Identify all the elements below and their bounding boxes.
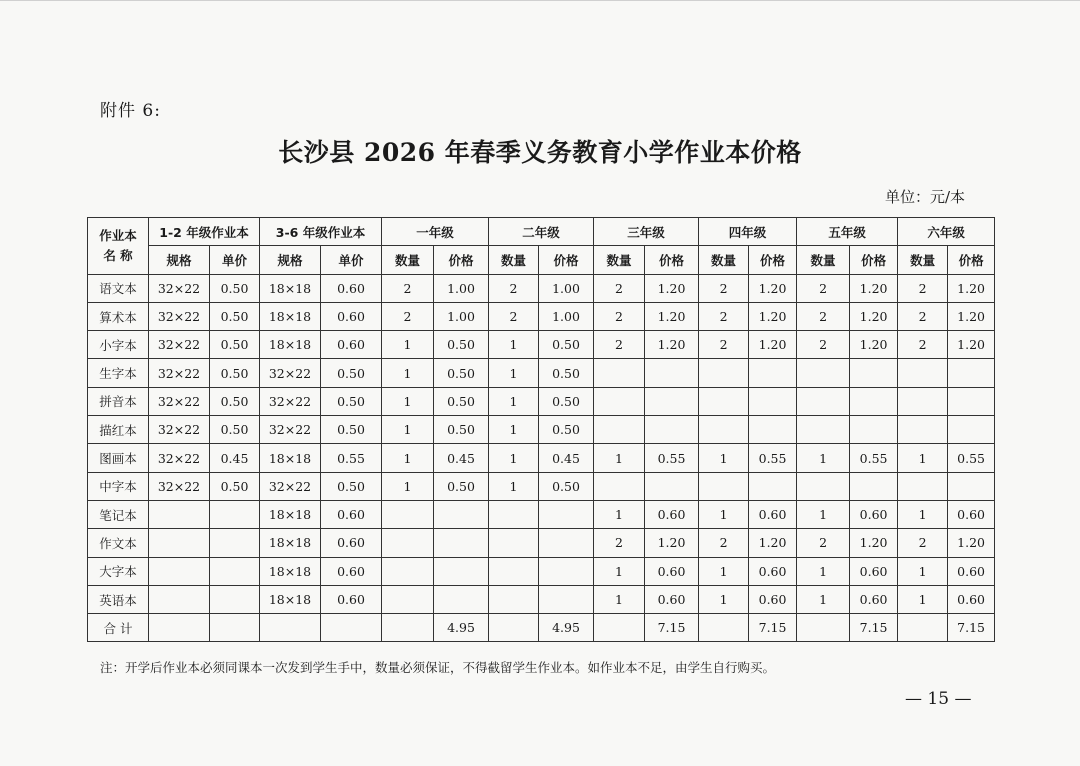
table-cell: 1 [382, 359, 434, 387]
table-cell [594, 614, 645, 642]
row-name-cell: 大字本 [88, 557, 149, 585]
table-cell [850, 416, 898, 444]
table-cell: 7.15 [645, 614, 699, 642]
table-cell [594, 387, 645, 415]
table-cell [797, 359, 850, 387]
table-cell: 4.95 [539, 614, 594, 642]
group-header: 一年级 [382, 218, 489, 246]
table-cell: 0.50 [321, 472, 382, 500]
table-cell [149, 500, 210, 528]
table-cell: 0.50 [434, 359, 489, 387]
table-cell: 0.60 [645, 500, 699, 528]
table-cell: 2 [489, 302, 539, 330]
footnote: 注：开学后作业本必须同课本一次发到学生手中，数量必须保证，不得截留学生作业本。如作业本不足，由学生自行购买。 [100, 660, 776, 675]
table-cell [210, 585, 260, 613]
table-cell: 32×22 [149, 444, 210, 472]
table-cell [699, 387, 749, 415]
table-cell: 1.20 [850, 331, 898, 359]
table-cell [489, 500, 539, 528]
table-cell: 1.20 [749, 529, 797, 557]
table-cell: 0.50 [210, 359, 260, 387]
table-cell: 1.00 [434, 274, 489, 302]
table-cell [645, 472, 699, 500]
table-cell: 1 [898, 585, 948, 613]
table-cell: 32×22 [149, 331, 210, 359]
table-cell: 1 [594, 500, 645, 528]
table-cell [898, 387, 948, 415]
row-name-cell: 作文本 [88, 529, 149, 557]
table-cell: 1.00 [434, 302, 489, 330]
table-cell: 0.50 [434, 472, 489, 500]
table-cell: 0.60 [850, 585, 898, 613]
table-cell: 0.55 [850, 444, 898, 472]
table-cell [210, 557, 260, 585]
table-cell: 1.20 [948, 302, 995, 330]
sub-header: 规格 [260, 246, 321, 274]
sub-header: 单价 [321, 246, 382, 274]
sub-header: 规格 [149, 246, 210, 274]
table-cell [149, 614, 210, 642]
table-cell: 2 [594, 331, 645, 359]
table-cell [948, 472, 995, 500]
sub-header: 数量 [594, 246, 645, 274]
sub-header: 价格 [850, 246, 898, 274]
table-cell: 2 [594, 529, 645, 557]
table-body [88, 274, 995, 642]
table-cell [850, 472, 898, 500]
group-header: 四年级 [699, 218, 797, 246]
table-cell: 32×22 [149, 302, 210, 330]
table-cell: 1 [489, 444, 539, 472]
table-cell [210, 500, 260, 528]
table-cell: 0.60 [850, 500, 898, 528]
table-cell: 2 [699, 302, 749, 330]
table-cell: 32×22 [260, 416, 321, 444]
table-cell: 0.55 [948, 444, 995, 472]
table-cell: 1 [382, 331, 434, 359]
table-cell [149, 557, 210, 585]
table-cell [699, 472, 749, 500]
table-cell: 1 [594, 557, 645, 585]
table-cell [210, 614, 260, 642]
table-cell [645, 387, 699, 415]
table-cell: 2 [797, 331, 850, 359]
row-name-cell: 合 计 [88, 614, 149, 642]
group-header: 1-2 年级作业本 [149, 218, 260, 246]
unit-label: 单位：元/本 [885, 188, 966, 206]
table-cell: 32×22 [149, 274, 210, 302]
table-cell [260, 614, 321, 642]
sub-header: 数量 [797, 246, 850, 274]
sub-header: 数量 [898, 246, 948, 274]
table-cell: 1 [898, 500, 948, 528]
table-cell [699, 359, 749, 387]
row-name-cell: 描红本 [88, 416, 149, 444]
table-cell: 1.20 [749, 302, 797, 330]
header-row-sub [88, 246, 995, 274]
table-cell: 2 [594, 274, 645, 302]
table-cell: 18×18 [260, 557, 321, 585]
table-row [88, 614, 995, 642]
table-cell: 1 [797, 444, 850, 472]
sub-header: 价格 [434, 246, 489, 274]
table-cell: 1.20 [645, 331, 699, 359]
table-cell [645, 416, 699, 444]
table-cell [539, 557, 594, 585]
table-cell: 1 [898, 557, 948, 585]
price-table [87, 217, 995, 642]
table-cell: 1 [699, 444, 749, 472]
table-cell [434, 500, 489, 528]
table-cell: 7.15 [850, 614, 898, 642]
table-cell: 32×22 [149, 359, 210, 387]
sub-header: 价格 [749, 246, 797, 274]
attachment-label: 附件 6: [100, 101, 161, 121]
table-cell: 0.50 [210, 472, 260, 500]
table-cell: 0.55 [749, 444, 797, 472]
table-cell [898, 416, 948, 444]
table-cell: 1 [699, 500, 749, 528]
table-cell: 0.60 [645, 557, 699, 585]
table-cell: 0.60 [321, 500, 382, 528]
table-cell: 0.50 [321, 416, 382, 444]
table-cell: 1.20 [749, 331, 797, 359]
table-cell: 1.20 [948, 274, 995, 302]
table-cell: 1.20 [645, 529, 699, 557]
table-cell: 0.60 [321, 557, 382, 585]
sub-header: 数量 [489, 246, 539, 274]
table-row [88, 302, 995, 330]
row-name-cell: 小字本 [88, 331, 149, 359]
table-cell: 18×18 [260, 444, 321, 472]
table-cell: 0.50 [434, 387, 489, 415]
sub-header: 价格 [645, 246, 699, 274]
table-row [88, 585, 995, 613]
row-name-cell: 中字本 [88, 472, 149, 500]
table-cell: 1.00 [539, 302, 594, 330]
page-number: — 15 — [905, 689, 972, 709]
table-cell: 1 [382, 387, 434, 415]
table-cell: 0.60 [321, 529, 382, 557]
table-cell [594, 472, 645, 500]
table-row [88, 529, 995, 557]
table-cell: 18×18 [260, 585, 321, 613]
table-cell [382, 557, 434, 585]
table-cell: 32×22 [260, 359, 321, 387]
table-cell: 32×22 [149, 472, 210, 500]
name-column-header [88, 218, 149, 275]
table-cell [898, 359, 948, 387]
table-row [88, 472, 995, 500]
name-header-line2: 名 称 [103, 247, 133, 263]
table-cell: 18×18 [260, 274, 321, 302]
table-cell [594, 359, 645, 387]
table-cell: 0.45 [210, 444, 260, 472]
table-cell: 0.50 [210, 387, 260, 415]
table-cell: 32×22 [149, 416, 210, 444]
table-cell: 2 [699, 274, 749, 302]
table-cell: 1.00 [539, 274, 594, 302]
table-cell [489, 557, 539, 585]
table-cell: 0.50 [210, 274, 260, 302]
table-cell: 1 [489, 387, 539, 415]
table-cell [749, 416, 797, 444]
row-name-cell: 英语本 [88, 585, 149, 613]
table-cell [749, 472, 797, 500]
page-top-edge [0, 0, 1080, 1]
table-cell: 2 [699, 529, 749, 557]
group-header: 3-6 年级作业本 [260, 218, 382, 246]
table-cell: 0.60 [321, 302, 382, 330]
table-row [88, 331, 995, 359]
table-row [88, 359, 995, 387]
table-cell [749, 359, 797, 387]
sub-header: 单价 [210, 246, 260, 274]
table-cell: 0.60 [948, 500, 995, 528]
table-cell: 0.50 [210, 416, 260, 444]
table-cell: 2 [898, 331, 948, 359]
row-name-cell: 算术本 [88, 302, 149, 330]
table-cell: 2 [797, 302, 850, 330]
table-cell [539, 529, 594, 557]
table-cell: 32×22 [260, 387, 321, 415]
table-cell: 0.60 [948, 557, 995, 585]
row-name-cell: 拼音本 [88, 387, 149, 415]
table-cell: 1.20 [948, 529, 995, 557]
table-cell [850, 359, 898, 387]
table-row [88, 444, 995, 472]
table-cell: 4.95 [434, 614, 489, 642]
table-cell [382, 529, 434, 557]
group-header: 六年级 [898, 218, 995, 246]
table-cell [850, 387, 898, 415]
table-cell: 2 [382, 274, 434, 302]
table-cell: 2 [898, 529, 948, 557]
table-cell: 0.50 [434, 416, 489, 444]
table-cell [898, 472, 948, 500]
table-cell: 0.55 [321, 444, 382, 472]
table-cell: 0.60 [321, 331, 382, 359]
table-row [88, 557, 995, 585]
table-row [88, 274, 995, 302]
table-cell: 1.20 [645, 274, 699, 302]
table-cell: 0.55 [645, 444, 699, 472]
table-cell: 1 [797, 500, 850, 528]
table-cell: 0.60 [749, 585, 797, 613]
table-cell: 1 [594, 585, 645, 613]
table-cell [948, 387, 995, 415]
table-cell: 2 [382, 302, 434, 330]
table-cell [594, 416, 645, 444]
table-cell: 1 [489, 472, 539, 500]
table-cell [210, 529, 260, 557]
table-cell: 1 [699, 585, 749, 613]
table-cell: 0.60 [749, 500, 797, 528]
table-cell: 0.45 [539, 444, 594, 472]
table-cell: 18×18 [260, 331, 321, 359]
table-cell: 2 [699, 331, 749, 359]
table-cell [321, 614, 382, 642]
table-cell: 1 [382, 416, 434, 444]
table-cell: 32×22 [149, 387, 210, 415]
table-cell: 1.20 [645, 302, 699, 330]
table-cell: 0.60 [321, 585, 382, 613]
table-cell [539, 585, 594, 613]
row-name-cell: 笔记本 [88, 500, 149, 528]
table-cell: 0.50 [539, 359, 594, 387]
table-cell: 0.50 [321, 387, 382, 415]
table-cell: 0.60 [749, 557, 797, 585]
table-cell [149, 529, 210, 557]
name-header-line1: 作业本 [99, 227, 137, 243]
table-cell [434, 585, 489, 613]
table-cell: 1.20 [850, 274, 898, 302]
row-name-cell: 生字本 [88, 359, 149, 387]
table-cell [434, 557, 489, 585]
group-header: 二年级 [489, 218, 594, 246]
table-cell: 0.60 [645, 585, 699, 613]
table-cell: 0.50 [539, 472, 594, 500]
table-cell: 1 [898, 444, 948, 472]
group-header: 三年级 [594, 218, 699, 246]
table-row [88, 387, 995, 415]
table-cell: 1.20 [749, 274, 797, 302]
table-cell [489, 585, 539, 613]
table-cell: 0.45 [434, 444, 489, 472]
table-cell [699, 416, 749, 444]
row-name-cell: 图画本 [88, 444, 149, 472]
table-cell: 2 [797, 529, 850, 557]
table-cell: 2 [594, 302, 645, 330]
table-cell: 1 [489, 359, 539, 387]
table-cell [382, 614, 434, 642]
table-cell [797, 614, 850, 642]
table-cell: 0.50 [321, 359, 382, 387]
table-cell: 7.15 [948, 614, 995, 642]
table-cell [948, 416, 995, 444]
table-cell [699, 614, 749, 642]
table-cell [797, 387, 850, 415]
table-cell: 18×18 [260, 500, 321, 528]
table-cell [948, 359, 995, 387]
table-cell: 0.60 [948, 585, 995, 613]
table-cell: 7.15 [749, 614, 797, 642]
table-cell [434, 529, 489, 557]
table-cell: 1 [382, 444, 434, 472]
table-cell: 2 [489, 274, 539, 302]
table-cell [489, 529, 539, 557]
table-cell: 1 [489, 331, 539, 359]
table-cell: 1.20 [850, 529, 898, 557]
table-cell: 0.50 [434, 331, 489, 359]
table-cell [489, 614, 539, 642]
table-cell: 18×18 [260, 302, 321, 330]
table-cell: 32×22 [260, 472, 321, 500]
group-header: 五年级 [797, 218, 898, 246]
table-cell: 1 [382, 472, 434, 500]
table-cell: 1 [797, 585, 850, 613]
table-row [88, 416, 995, 444]
table-cell: 0.50 [210, 302, 260, 330]
table-cell [149, 585, 210, 613]
header-row-groups [88, 218, 995, 246]
table-cell: 0.50 [210, 331, 260, 359]
table-cell: 1.20 [850, 302, 898, 330]
sub-header: 数量 [699, 246, 749, 274]
table-cell: 2 [898, 302, 948, 330]
table-cell [539, 500, 594, 528]
table-row [88, 500, 995, 528]
table-cell [645, 359, 699, 387]
sub-header: 数量 [382, 246, 434, 274]
table-cell: 1 [797, 557, 850, 585]
table-cell: 2 [898, 274, 948, 302]
page-title: 长沙县 2026 年春季义务教育小学作业本价格 [278, 138, 802, 167]
table-cell: 0.50 [539, 387, 594, 415]
table-cell: 0.60 [321, 274, 382, 302]
row-name-cell: 语文本 [88, 274, 149, 302]
table-cell: 2 [797, 274, 850, 302]
table-cell: 1.20 [948, 331, 995, 359]
table-cell [382, 585, 434, 613]
table-cell: 1 [489, 416, 539, 444]
table-cell [898, 614, 948, 642]
table-cell [749, 387, 797, 415]
sub-header: 价格 [539, 246, 594, 274]
table-cell [797, 416, 850, 444]
table-cell: 18×18 [260, 529, 321, 557]
table-cell [797, 472, 850, 500]
table-cell: 1 [594, 444, 645, 472]
table-cell [382, 500, 434, 528]
table-cell: 0.50 [539, 416, 594, 444]
table-cell: 0.50 [539, 331, 594, 359]
table-cell: 0.60 [850, 557, 898, 585]
table-cell: 1 [699, 557, 749, 585]
sub-header: 价格 [948, 246, 995, 274]
